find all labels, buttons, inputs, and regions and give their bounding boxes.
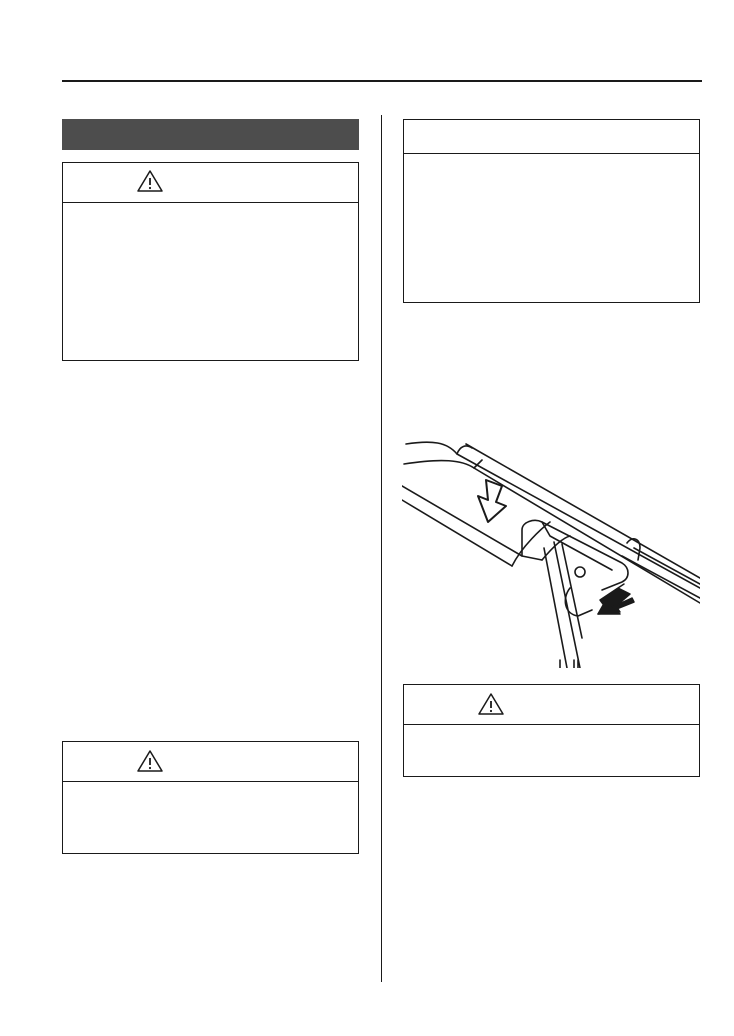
slide-out-arrow-icon — [598, 584, 634, 614]
warning-triangle-icon — [136, 749, 164, 773]
column-divider — [381, 115, 382, 982]
warning-box-header — [63, 163, 358, 203]
warning-box — [403, 684, 700, 777]
section-heading-bar — [62, 119, 359, 150]
wiper-illustration — [402, 438, 700, 668]
warning-triangle-icon — [477, 692, 505, 716]
wiper-illustration-svg — [402, 438, 700, 668]
warning-box-header — [63, 742, 358, 782]
warning-box — [62, 741, 359, 854]
warning-box-header — [404, 685, 699, 725]
note-box-header — [404, 120, 699, 154]
header-rule — [62, 80, 702, 82]
warning-box — [62, 162, 359, 361]
warning-triangle-icon — [136, 169, 164, 193]
push-down-arrow-icon — [478, 480, 506, 522]
note-box — [403, 119, 700, 303]
